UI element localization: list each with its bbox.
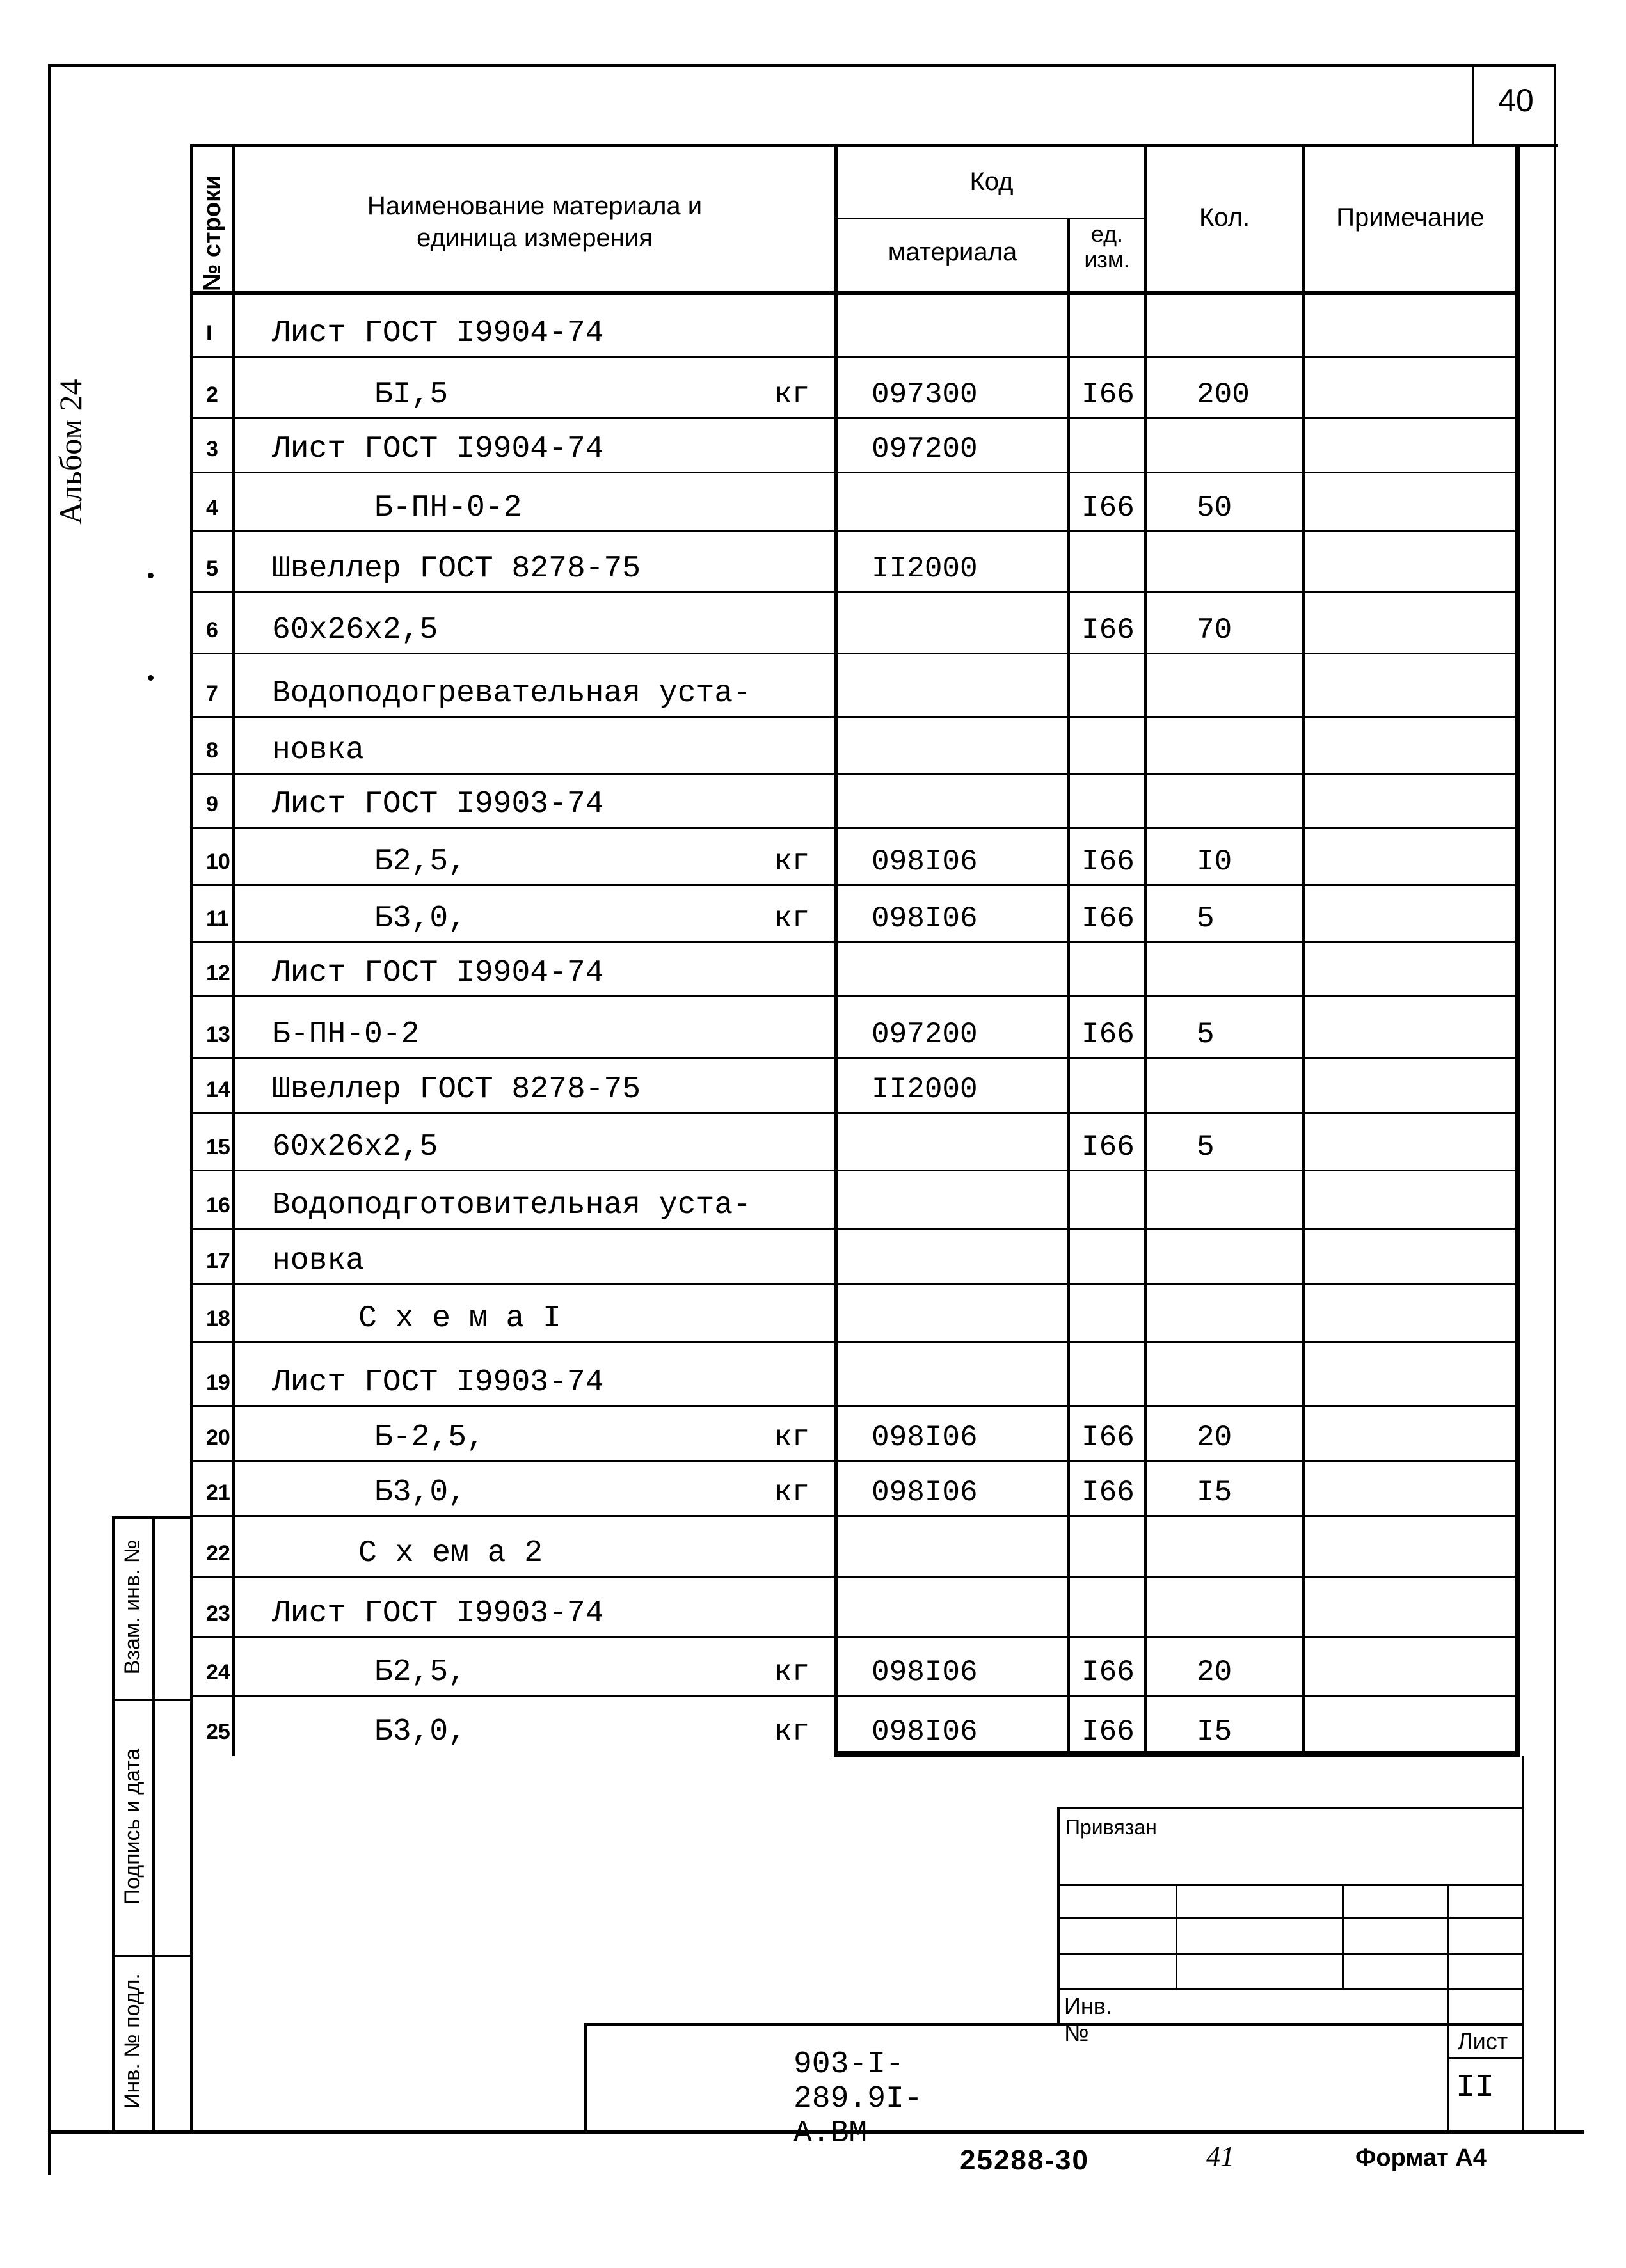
unit-code: I66 [1081, 1656, 1135, 1689]
material-name: Швеллер ГОСТ 8278-75 [272, 551, 641, 586]
material-name: Б-ПН-0-2 [374, 491, 522, 525]
material-name: Лист ГОСТ I9903-74 [272, 1596, 604, 1631]
row-number: 7 [206, 681, 218, 706]
quantity: 70 [1197, 614, 1232, 647]
album-label: Альбом 24 [52, 379, 88, 525]
row-number: 19 [206, 1370, 230, 1395]
material-name: С х ем а 2 [358, 1536, 543, 1571]
frame-top [48, 64, 1555, 67]
table-row [0, 943, 1536, 997]
row-number: 12 [206, 961, 230, 985]
header-quantity: Кол. [1199, 203, 1250, 232]
row-number: 5 [206, 557, 218, 581]
format-label: Формат А4 [1355, 2145, 1487, 2171]
header-code: Код [969, 168, 1014, 196]
row-number: 23 [206, 1601, 230, 1626]
material-name: Лист ГОСТ I9904-74 [272, 316, 604, 351]
material-code: II2000 [872, 1073, 978, 1106]
table-row [0, 1517, 1536, 1578]
table-row [0, 1230, 1536, 1285]
code-divider [836, 218, 1147, 219]
stamp-number: 25288-30 [960, 2145, 1089, 2176]
header-name-line1: Наименование материала и [367, 192, 703, 220]
row-number: I [206, 321, 212, 345]
row-number: 4 [206, 496, 218, 520]
unit-code: I66 [1081, 902, 1135, 935]
quantity: 5 [1197, 1018, 1215, 1051]
table-row [0, 1462, 1536, 1517]
page-number: 40 [1498, 83, 1534, 118]
material-name: Б-ПН-0-2 [272, 1017, 420, 1052]
unit: кг [774, 845, 810, 878]
table-row [0, 295, 1536, 358]
material-code: 098I06 [872, 1715, 978, 1749]
table-row [0, 419, 1536, 473]
header-unit-code-line2: изм. [1084, 246, 1130, 273]
table-row [0, 532, 1536, 593]
quantity: I5 [1197, 1476, 1232, 1509]
material-name: Лист ГОСТ I9903-74 [272, 787, 604, 821]
material-code: 098I06 [872, 1656, 978, 1689]
row-number: 16 [206, 1193, 230, 1217]
material-name: Лист ГОСТ I9904-74 [272, 432, 604, 466]
table-row [0, 997, 1536, 1059]
replaced-inventory-label: Взам. инв. № [120, 1539, 145, 1675]
row-number: 17 [206, 1249, 230, 1273]
signature-date-label: Подпись и дата [120, 1748, 145, 1905]
material-code: II2000 [872, 552, 978, 585]
table-row [0, 1638, 1536, 1697]
unit-code: I66 [1081, 1476, 1135, 1509]
row-number: 24 [206, 1660, 230, 1685]
table-row [0, 886, 1536, 943]
quantity: 20 [1197, 1656, 1232, 1689]
handwritten-number: 41 [1206, 2141, 1234, 2172]
unit: кг [774, 1656, 810, 1689]
material-code: 097200 [872, 432, 978, 466]
quantity: 5 [1197, 902, 1215, 935]
row-number: 6 [206, 618, 218, 642]
material-name: Швеллер ГОСТ 8278-75 [272, 1072, 641, 1107]
document-designation: 903-I-289.9I-A.BM [793, 2047, 923, 2151]
material-code: 098I06 [872, 845, 978, 878]
row-number: 9 [206, 792, 218, 816]
table-row [0, 473, 1536, 532]
quantity: 20 [1197, 1421, 1232, 1454]
header-note: Примечание [1336, 203, 1485, 232]
unit-code: I66 [1081, 1715, 1135, 1749]
row-number: 20 [206, 1425, 230, 1450]
material-name: Б-2,5, [374, 1420, 485, 1455]
row-number: 11 [206, 907, 229, 931]
row-number: 8 [206, 738, 218, 763]
unit-code: I66 [1081, 1421, 1135, 1454]
material-name: 60x26x2,5 [272, 1130, 438, 1164]
row-number: 21 [206, 1480, 230, 1505]
table-row [0, 1343, 1536, 1407]
row-number: 25 [206, 1720, 230, 1744]
unit-code: I66 [1081, 1130, 1135, 1164]
table-row [0, 1059, 1536, 1114]
material-name: Б2,5, [374, 1655, 467, 1690]
table-row [0, 775, 1536, 829]
material-name: Водоподготовительная уста- [272, 1188, 751, 1223]
material-code: 097300 [872, 378, 978, 411]
row-number: 15 [206, 1135, 230, 1159]
quantity: 50 [1197, 491, 1232, 525]
table-row [0, 1171, 1536, 1230]
material-name: Б3,0, [374, 1715, 467, 1749]
material-name: Водоподогревательная уста- [272, 676, 751, 711]
table-row [0, 1407, 1536, 1462]
unit: кг [774, 378, 810, 411]
material-name: Б3,0, [374, 901, 467, 936]
quantity: 200 [1197, 378, 1250, 411]
table-row [0, 593, 1536, 654]
page-number-box [1472, 64, 1558, 147]
unit: кг [774, 902, 810, 935]
unit: кг [774, 1715, 810, 1749]
table-row [0, 718, 1536, 775]
quantity: I0 [1197, 845, 1232, 878]
table-row [0, 1578, 1536, 1638]
quantity: I5 [1197, 1715, 1232, 1749]
sheet-number: II [1456, 2070, 1495, 2106]
inventory-number-label: Инв. № [1064, 1993, 1112, 2046]
sheet-label: Лист [1458, 2028, 1508, 2054]
table-row [0, 1285, 1536, 1343]
header-unit-code-line1: ед. [1090, 221, 1124, 247]
material-code: 098I06 [872, 902, 978, 935]
row-number: 18 [206, 1306, 230, 1331]
header-name-line2: единица измерения [417, 224, 653, 252]
unit-code: I66 [1081, 1018, 1135, 1051]
header-row-number: № строки [199, 175, 226, 291]
unit: кг [774, 1476, 810, 1509]
material-name: С х е м а I [358, 1301, 561, 1336]
linked-label: Привязан [1065, 1816, 1157, 1839]
unit-code: I66 [1081, 491, 1135, 525]
unit-code: I66 [1081, 845, 1135, 878]
row-number: 3 [206, 437, 218, 461]
row-number: 10 [206, 850, 230, 874]
material-code: 098I06 [872, 1421, 978, 1454]
unit-code: I66 [1081, 614, 1135, 647]
material-code: 097200 [872, 1018, 978, 1051]
material-name: новка [272, 733, 365, 768]
material-name: Лист ГОСТ I9903-74 [272, 1365, 604, 1400]
material-name: новка [272, 1244, 365, 1278]
row-number: 13 [206, 1022, 230, 1047]
table-top-line [190, 144, 1520, 147]
material-name: Лист ГОСТ I9904-74 [272, 956, 604, 990]
frame-right [1554, 64, 1556, 2130]
quantity: 5 [1197, 1130, 1215, 1164]
table-row [0, 358, 1536, 419]
material-name: Б2,5, [374, 845, 467, 879]
material-name: БI,5 [374, 377, 449, 412]
unit-code: I66 [1081, 378, 1135, 411]
original-inventory-label: Инв. № подл. [120, 1973, 145, 2109]
unit: кг [774, 1421, 810, 1454]
table-row [0, 1697, 1536, 1756]
table-row [0, 1114, 1536, 1171]
material-code: 098I06 [872, 1476, 978, 1509]
material-name: 60x26x2,5 [272, 613, 438, 647]
table-row [0, 829, 1536, 886]
row-number: 2 [206, 383, 218, 407]
row-number: 14 [206, 1077, 230, 1102]
table-row [0, 654, 1536, 718]
row-number: 22 [206, 1541, 230, 1566]
material-name: Б3,0, [374, 1475, 467, 1510]
header-material-code: материала [888, 238, 1017, 266]
